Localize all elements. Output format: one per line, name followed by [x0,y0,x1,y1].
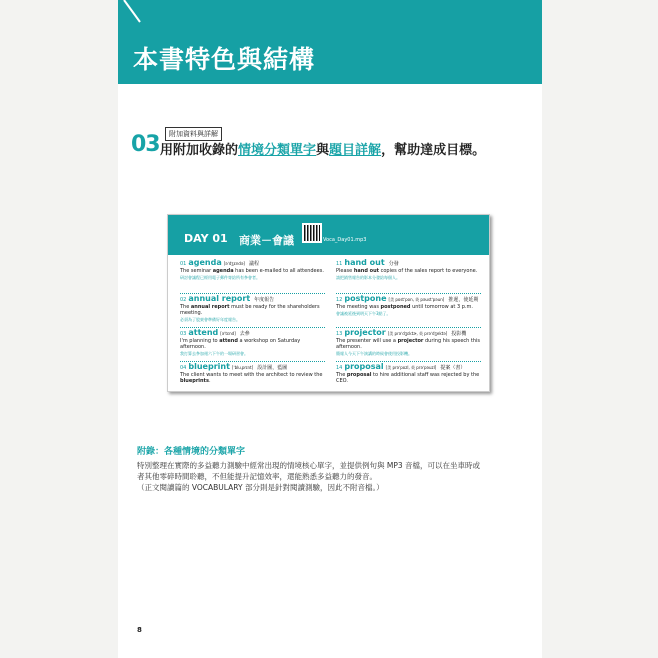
heading-highlight-1: 情境分類單字 [238,143,317,158]
vocab-entry: 14 proposal [美 prəˈpozl, 英 prəˈpəuzl] 提案（書） The proposal to hire additional staff was rejected by the CEO. [336,362,480,384]
day-topic: 商業－會議 [239,234,294,247]
page-title: 本書特色與結構 [133,45,316,74]
heading-highlight-2: 題目詳解 [329,143,382,158]
heading-part-3: ，幫助達成目標。 [381,143,486,158]
section-tag: 附加資料與詳解 [165,127,222,141]
vocab-entry: 03 attend [əˈtɛnd] 去參 I'm planning to attend a workshop on Saturday afternoon. 我打算去參加週六下午的一場研習會。 [180,328,301,356]
heading-part-2: 與 [316,143,330,158]
section-heading [160,139,485,158]
card-header [168,215,489,255]
qr-code-icon [302,223,322,243]
vocab-entry: 02 annual report 年度報告 The annual report must be ready for the shareholders meeting. 必須為了股東會準備好年度報告。 [180,294,320,322]
appendix-paragraph: 特別整理在實際的多益聽力測驗中經常出現的情境核心單字，並提供例句與 MP3 音檔，可以在坐車時或 [137,461,481,470]
section-number: 03 [131,132,160,157]
heading-part-1: 用附加收錄的 [160,143,239,158]
vocab-entry: 04 blueprint [ˈbluˌprɪnt] 設計圖，藍圖 The client wants to meet with the architect to review the blueprints. [180,362,323,384]
page-number: 8 [137,626,142,634]
appendix-body [137,460,517,493]
appendix-paragraph: 者其他零碎時間聆聽，不但能提升記憶效率，還能熟悉多益聽力的發音。 [137,472,377,481]
vocab-entry: 12 postpone [美 postˈpon, 英 pəustˈpəun] 推遲，使延期 The meeting was postponed until tomorrow at 3 p.m. 會議被延後到明天下午3點了。 [336,294,479,316]
appendix-title: 附錄：各種情境的分類單字 [137,447,246,457]
appendix-note: （正文閱讀篇的 VOCABULARY 部分則是針對閱讀測驗，因此不附音檔。） [137,483,384,492]
vocabulary-sample-card [167,214,490,392]
vocab-entry: 11 hand out 分發 Please hand out copies of the sales report to everyone. 請把銷售報告的影本分發給每個人。 [336,258,478,280]
vocab-entry: 13 projector [美 prəˈdʒɛktɚ, 英 prəˈdʒektə] 投影機 The presenter will use a projector during his speech this afternoon. 簡報人今天下午演講的時候會使用投影機。 [336,328,481,356]
vocab-entry: 01 agenda [əˈdʒɛndə] 議程 The seminar agenda has been e-mailed to all attendees. 研討會議程已經用電子郵件寄給所有參會者。 [180,258,324,280]
audio-file-label: Voca_Day01.mp3 [323,237,367,243]
day-label: DAY 01 [184,232,228,245]
